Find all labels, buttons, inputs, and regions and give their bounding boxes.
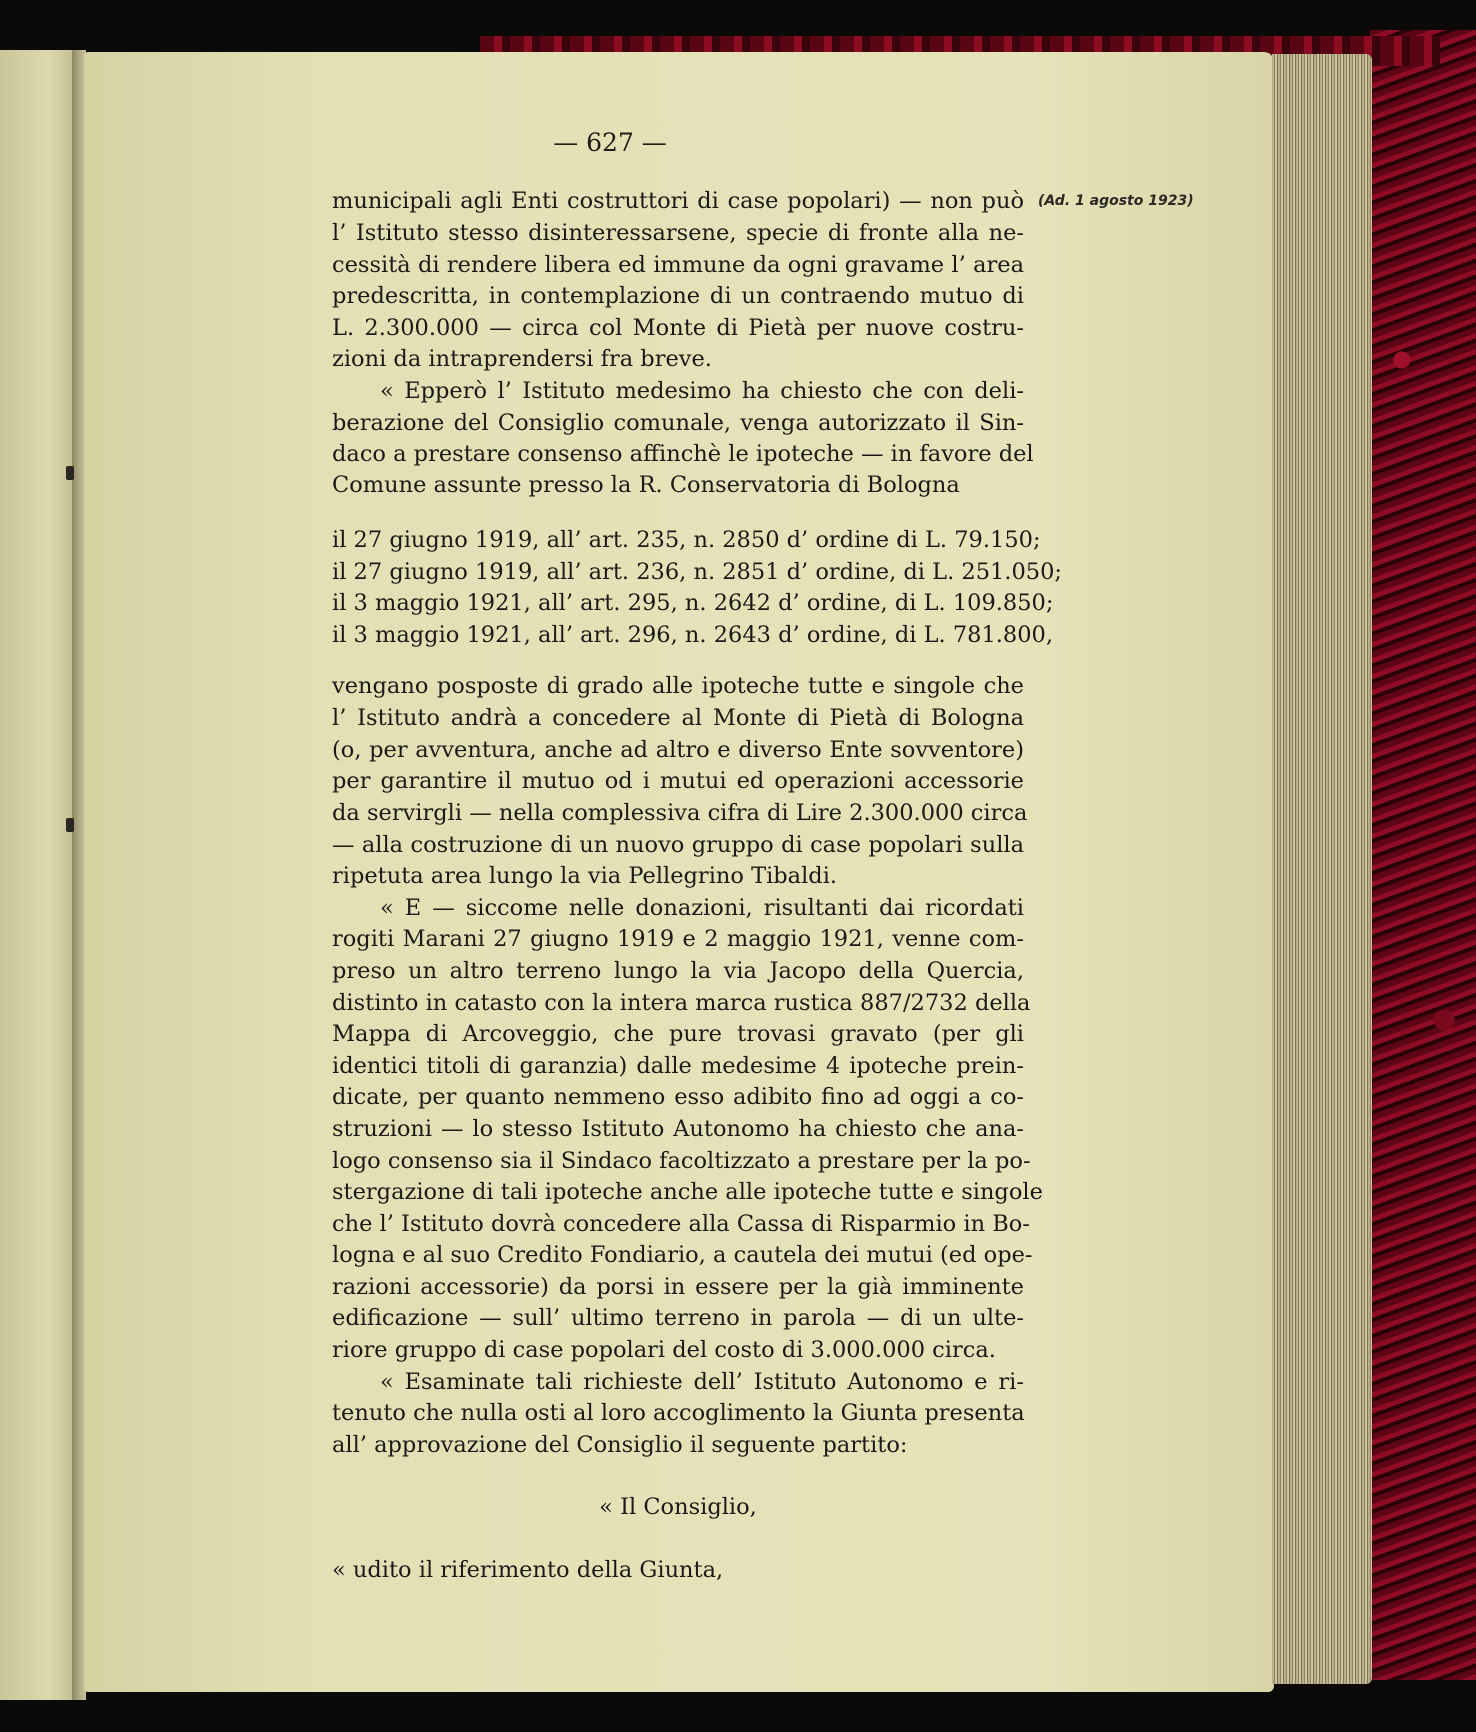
text-line: distinto in catasto con la intera marca rustica 887/2732 della [332, 990, 1031, 1016]
page-stack-edges [1272, 54, 1372, 1684]
text-line: per garantire il mutuo od i mutui ed operazioni accessorie [332, 768, 1024, 794]
text-line: struzioni — lo stesso Istituto Autonomo ha chiesto che ana- [332, 1116, 1024, 1142]
text-line: berazione del Consiglio comunale, venga autorizzato il Sin- [332, 410, 1024, 436]
text-line: l’ Istituto andrà a concedere al Monte di Pietà di Bologna [332, 705, 1024, 731]
text-line: vengano posposte di grado alle ipoteche tutte e singole che [332, 673, 1024, 699]
text-line: « Epperò l’ Istituto medesimo ha chiesto che con deli- [380, 378, 1024, 404]
text-line: che l’ Istituto dovrà concedere alla Cassa di Risparmio in Bo- [332, 1211, 1030, 1237]
text-line: Mappa di Arcoveggio, che pure trovasi gravato (per gli [332, 1021, 1024, 1047]
book-cover-edge [1370, 30, 1476, 1680]
text-line: rogiti Marani 27 giugno 1919 e 2 maggio 1921, venne com- [332, 926, 1024, 952]
text-line: riore gruppo di case popolari del costo di 3.000.000 circa. [332, 1337, 996, 1363]
mortgage-entry: il 3 maggio 1921, all’ art. 296, n. 2643 d’ ordine, di L. 781.800, [332, 622, 1054, 648]
text-line: all’ approvazione del Consiglio il seguente partito: [332, 1432, 908, 1458]
text-line: « udito il riferimento della Giunta, [332, 1557, 724, 1583]
left-page-edge [0, 50, 82, 1700]
text-line: zioni da intraprendersi fra breve. [332, 346, 712, 372]
text-line: logo consenso sia il Sindaco facoltizzato a prestare per la po- [332, 1148, 1031, 1174]
margin-date-note: (Ad. 1 agosto 1923) [1038, 193, 1194, 209]
mortgage-entry: il 3 maggio 1921, all’ art. 295, n. 2642 d’ ordine, di L. 109.850; [332, 590, 1054, 616]
resolution-heading: « Il Consiglio, [599, 1494, 757, 1520]
text-line: (o, per avventura, anche ad altro e diverso Ente sovventore) [332, 737, 1024, 763]
page-number: — 627 — [553, 128, 667, 157]
text-line: da servirgli — nella complessiva cifra di Lire 2.300.000 circa [332, 800, 1028, 826]
text-line: ripetuta area lungo la via Pellegrino Tibaldi. [332, 863, 838, 889]
mortgage-entry: il 27 giugno 1919, all’ art. 236, n. 2851 d’ ordine, di L. 251.050; [332, 559, 1062, 585]
text-line: identici titoli di garanzia) dalle medesime 4 ipoteche prein- [332, 1053, 1024, 1079]
text-line: Comune assunte presso la R. Conservatoria di Bologna [332, 472, 960, 498]
text-line: logna e al suo Credito Fondiario, a cautela dei mutui (ed ope- [332, 1242, 1033, 1268]
text-line: « E — siccome nelle donazioni, risultanti dai ricordati [380, 895, 1024, 921]
text-line: tenuto che nulla osti al loro accoglimento la Giunta presenta [332, 1400, 1025, 1426]
text-line: edificazione — sull’ ultimo terreno in parola — di un ulte- [332, 1305, 1024, 1331]
text-line: predescritta, in contemplazione di un contraendo mutuo di [332, 283, 1024, 309]
text-line: preso un altro terreno lungo la via Jacopo della Quercia, [332, 958, 1024, 984]
text-line: L. 2.300.000 — circa col Monte di Pietà per nuove costru- [332, 315, 1024, 341]
mortgage-entry: il 27 giugno 1919, all’ art. 235, n. 2850 d’ ordine di L. 79.150; [332, 527, 1041, 553]
text-line: stergazione di tali ipoteche anche alle ipoteche tutte e singole [332, 1179, 1043, 1205]
text-line: municipali agli Enti costruttori di case popolari) — non può [332, 188, 1024, 214]
binding-mark [66, 466, 74, 480]
text-line: dicate, per quanto nemmeno esso adibito fino ad oggi a co- [332, 1084, 1024, 1110]
text-line: — alla costruzione di un nuovo gruppo di case popolari sulla [332, 832, 1024, 858]
text-line: daco a prestare consenso affinchè le ipoteche — in favore del [332, 441, 1034, 467]
text-line: « Esaminate tali richieste dell’ Istituto Autonomo e ri- [380, 1369, 1024, 1395]
text-line: razioni accessorie) da porsi in essere per la già imminente [332, 1274, 1024, 1300]
text-line: cessità di rendere libera ed immune da ogni gravame l’ area [332, 252, 1024, 278]
text-line: l’ Istituto stesso disinteressarsene, specie di fronte alla ne- [332, 220, 1024, 246]
binding-mark [66, 818, 74, 832]
